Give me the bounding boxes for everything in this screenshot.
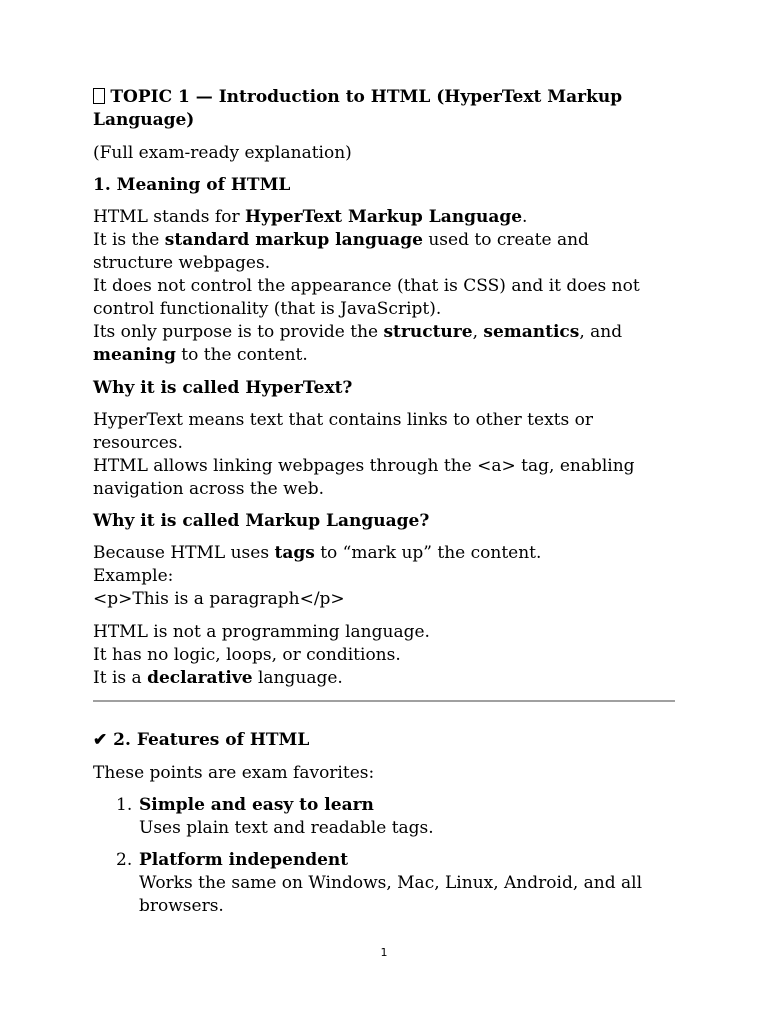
paragraph-line: Its only purpose is to provide the structure, semantics, and xyxy=(93,322,623,342)
title-line-1: TOPIC 1 — Introduction to HTML (HyperText Markup xyxy=(110,87,623,107)
hypertext-heading: Why it is called HyperText? xyxy=(93,378,353,398)
section-1-heading: 1. Meaning of HTML xyxy=(93,175,291,195)
paragraph-line: HTML allows linking webpages through the <a> tag, enabling xyxy=(93,456,635,476)
paragraph-line: It has no logic, loops, or conditions. xyxy=(93,645,401,665)
code-example: <p>This is a paragraph</p> xyxy=(93,589,345,609)
paragraph-line: resources. xyxy=(93,433,183,453)
page-number: 1 xyxy=(380,946,388,959)
section-2-intro: These points are exam favorites: xyxy=(93,763,375,783)
feature-item-desc: browsers. xyxy=(139,896,224,916)
feature-item-title: Simple and easy to learn xyxy=(139,795,374,815)
paragraph-line: control functionality (that is JavaScript). xyxy=(93,299,442,319)
paragraph-line: HyperText means text that contains links to other texts or xyxy=(93,410,593,430)
feature-item-desc: Works the same on Windows, Mac, Linux, Android, and all xyxy=(139,873,643,893)
title-line-2: Language) xyxy=(93,110,195,130)
paragraph-line: meaning to the content. xyxy=(93,345,308,365)
paragraph-line: navigation across the web. xyxy=(93,479,325,499)
section-2-heading: ✔ 2. Features of HTML xyxy=(93,730,310,750)
markup-heading: Why it is called Markup Language? xyxy=(93,511,430,531)
document-title-continued xyxy=(93,109,194,132)
paragraph-line: Example: xyxy=(93,566,174,586)
horizontal-divider xyxy=(93,700,675,702)
missing-glyph-icon xyxy=(93,88,105,104)
feature-item-number: 2. xyxy=(116,850,133,870)
feature-item-number: 1. xyxy=(116,795,133,815)
paragraph-line: It does not control the appearance (that is CSS) and it does not xyxy=(93,276,640,296)
document-title xyxy=(93,86,622,109)
feature-item-desc: Uses plain text and readable tags. xyxy=(139,818,434,838)
paragraph-line: HTML stands for HyperText Markup Language. xyxy=(93,207,528,227)
paragraph-line: Because HTML uses tags to “mark up” the content. xyxy=(93,543,542,563)
subtitle: (Full exam-ready explanation) xyxy=(93,143,352,163)
feature-item-title: Platform independent xyxy=(139,850,349,870)
paragraph-line: It is a declarative language. xyxy=(93,668,343,688)
paragraph-line: structure webpages. xyxy=(93,253,271,273)
paragraph-line: HTML is not a programming language. xyxy=(93,622,430,642)
paragraph-line: It is the standard markup language used to create and xyxy=(93,230,589,250)
